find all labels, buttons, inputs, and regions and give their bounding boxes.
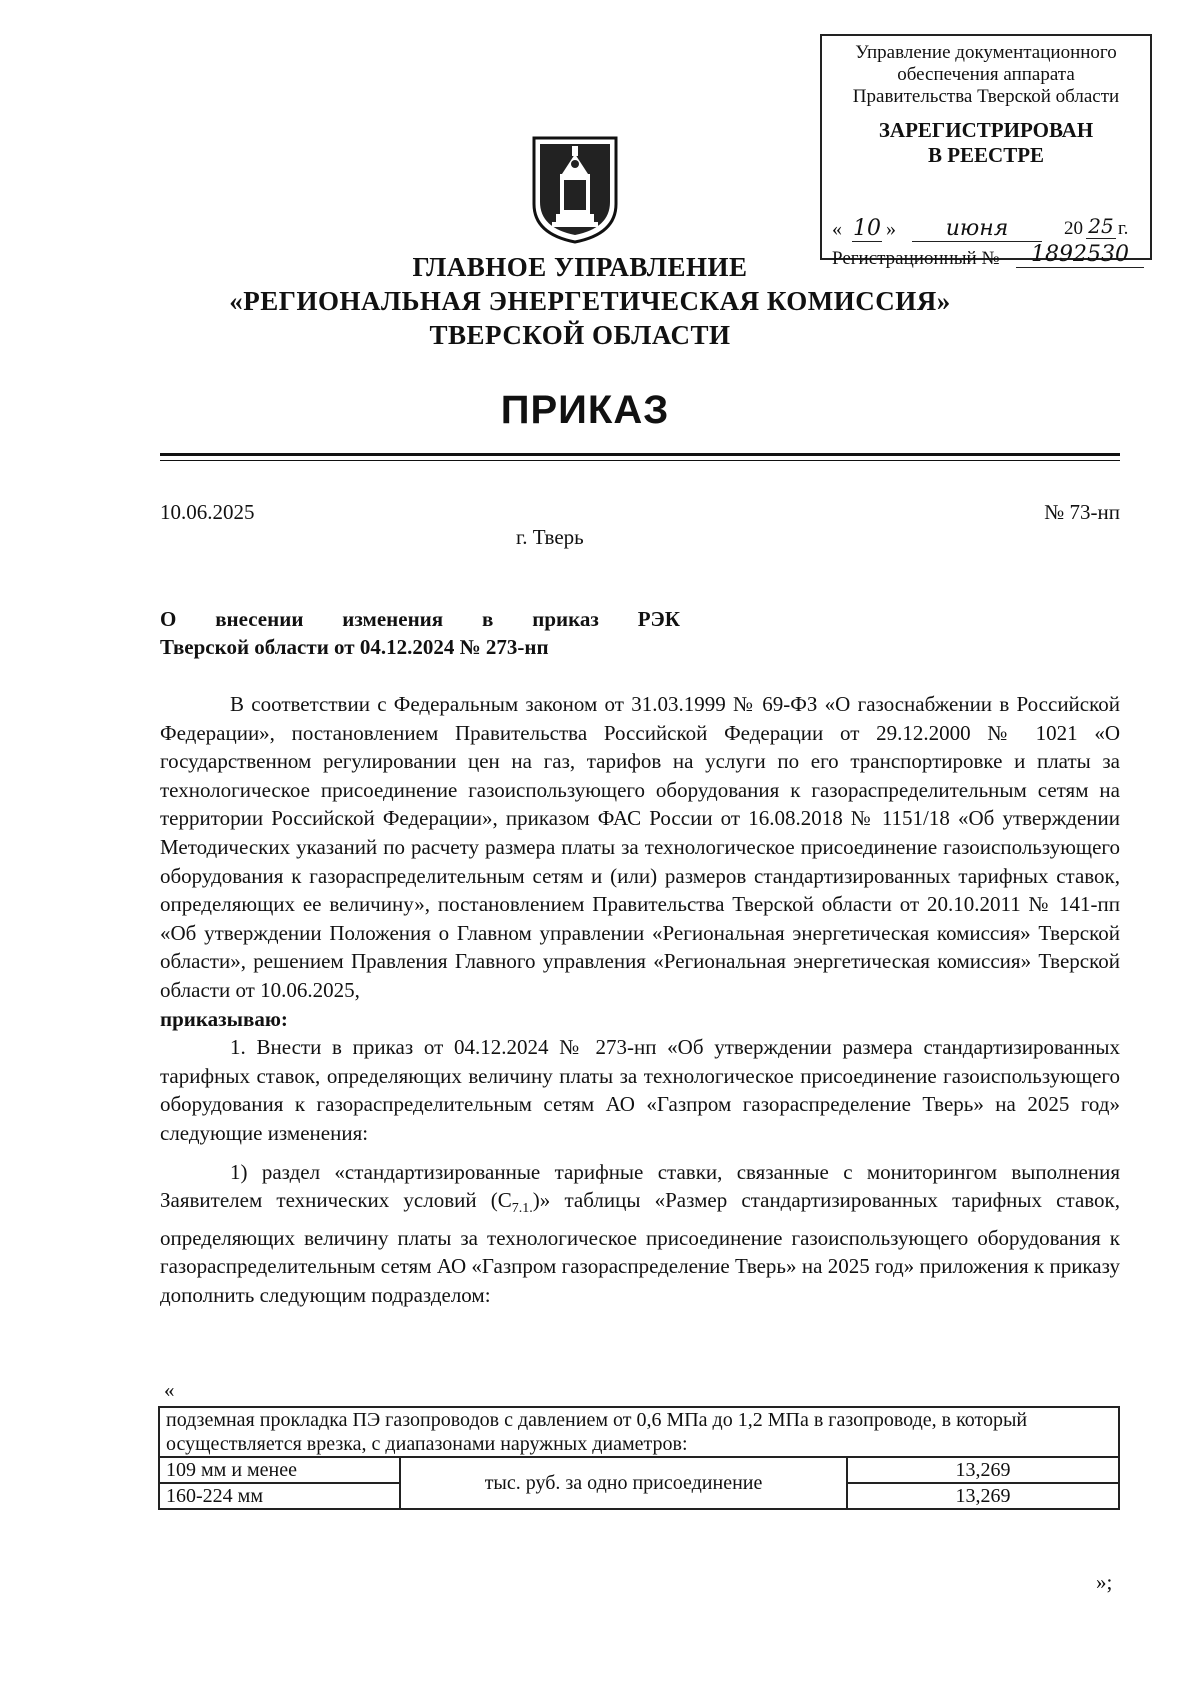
subitem-1-subscript: 7.1. [511, 1201, 533, 1217]
header-divider-thin [160, 460, 1120, 461]
subject-line-1: О внесении изменения в приказ РЭК [160, 607, 680, 631]
stamp-date-month: июня [912, 216, 1042, 242]
stamp-line-2: обеспечения аппарата [897, 64, 1075, 85]
stamp-date: « 10 » июня 20 25 г. [832, 214, 1129, 241]
preamble-paragraph: В соответствии с Федеральным законом от 31.03.1999 № 69-ФЗ «О газоснабжении в Российской Федерации», постановлением Правительства Российской Федерации от 29.12.2000 № 1021 «О государственном регулировании цен на газ, тарифов на услуги по его транспортировке и платы за технологическое присоединение газоиспользующего оборудования к газораспределительным сетям на территории Российской Федерации», приказом ФАС России от 16.08.2018 № 1151/18 «Об утверждении Методических указаний по расчету размера платы за технологическое присоединение газоиспользующего оборудования к газораспределительным сетям и (или) размеров стандартизированных тарифных ставок, определяющих ее величину», постановлением Правительства Тверской области от 20.10.2011 № 141-пп «Об утверждении Положения о Главном управлении «Региональная энергетическая комиссия» Тверской области», решением Правления Главного управления «Региональная энергетическая комиссия» Тверской области от 10.06.2025, [160, 692, 1120, 1002]
rate-value-cell: 13,269 [847, 1483, 1119, 1509]
rate-value-cell: 13,269 [847, 1457, 1119, 1483]
stamp-year-prefix: 20 [1064, 218, 1083, 239]
document-city: г. Тверь [516, 525, 584, 549]
header-divider-thick [160, 453, 1120, 456]
document-subject [160, 605, 680, 661]
stamp-year-suffix: 25 [1086, 214, 1116, 239]
unit-cell: тыс. руб. за одно присоединение [400, 1457, 847, 1509]
coat-of-arms-emblem [530, 134, 620, 246]
agency-name-line-2: «РЕГИОНАЛЬНАЯ ЭНЕРГЕТИЧЕСКАЯ КОМИССИЯ» [229, 286, 951, 316]
stamp-reg-label: Регистрационный № [832, 248, 1000, 269]
diameter-range-cell: 160-224 мм [159, 1483, 400, 1509]
document-number: № 73-нп [1044, 500, 1120, 524]
stamp-registered-2: В РЕЕСТРЕ [927, 143, 1045, 167]
table-header-cell: подземная прокладка ПЭ газопроводов с давлением от 0,6 МПа до 1,2 МПа в газопроводе, в который осуществляется врезка, с диапазонами наружных диаметров: [159, 1407, 1119, 1457]
document-type-title: ПРИКАЗ [500, 388, 670, 432]
stamp-registered-1: ЗАРЕГИСТРИРОВАН [878, 118, 1094, 142]
agency-name-line-1: ГЛАВНОЕ УПРАВЛЕНИЕ [412, 252, 748, 282]
subject-line-2: Тверской области от 04.12.2024 № 273-нп [160, 635, 549, 659]
stamp-reg-number: 1892530 [1016, 242, 1144, 268]
item-1-paragraph: 1. Внести в приказ от 04.12.2024 № 273-нп «Об утверждении размера стандартизированных тарифных ставок, определяющих величину платы за технологическое присоединение газоиспользующего оборудования к газораспределительным сетям АО «Газпром газораспределение Тверь» на 2025 год» следующие изменения: [160, 1035, 1120, 1145]
subitem-1-text-b: )» таблицы «Размер стандартизированных тарифных ставок, определяющих величину платы за технологическое присоединение газоиспользующего оборудования к газораспределительным сетям АО «Газпром газораспределение Тверь» на 2025 год» приложения к приказу дополнить следующим подразделом: [160, 1188, 1120, 1308]
document-date: 10.06.2025 [160, 500, 255, 524]
stamp-year-g: г. [1118, 218, 1129, 239]
registration-stamp [820, 34, 1152, 269]
opening-quote: « [164, 1378, 175, 1402]
table-row [159, 1457, 1119, 1483]
subitem-1-paragraph [160, 1158, 1120, 1310]
document-body [160, 690, 1120, 1310]
stamp-line-3: Правительства Тверской области [852, 86, 1120, 107]
order-word: приказываю: [160, 1006, 288, 1031]
subitem-1-text-a: 1) раздел «стандартизированные тарифные ставки, связанные с мониторингом выполнения Заявителем технических условий (С [160, 1159, 1120, 1213]
stamp-line-1: Управление документационного [855, 42, 1117, 63]
diameter-range-cell: 109 мм и менее [159, 1457, 400, 1483]
tariff-rates-table [158, 1406, 1120, 1510]
stamp-date-day: 10 [853, 216, 881, 241]
table-header-row [159, 1407, 1119, 1457]
agency-name-line-3: ТВЕРСКОЙ ОБЛАСТИ [429, 320, 731, 350]
tver-emblem-icon [530, 134, 620, 246]
closing-quote: »; [1096, 1570, 1113, 1594]
